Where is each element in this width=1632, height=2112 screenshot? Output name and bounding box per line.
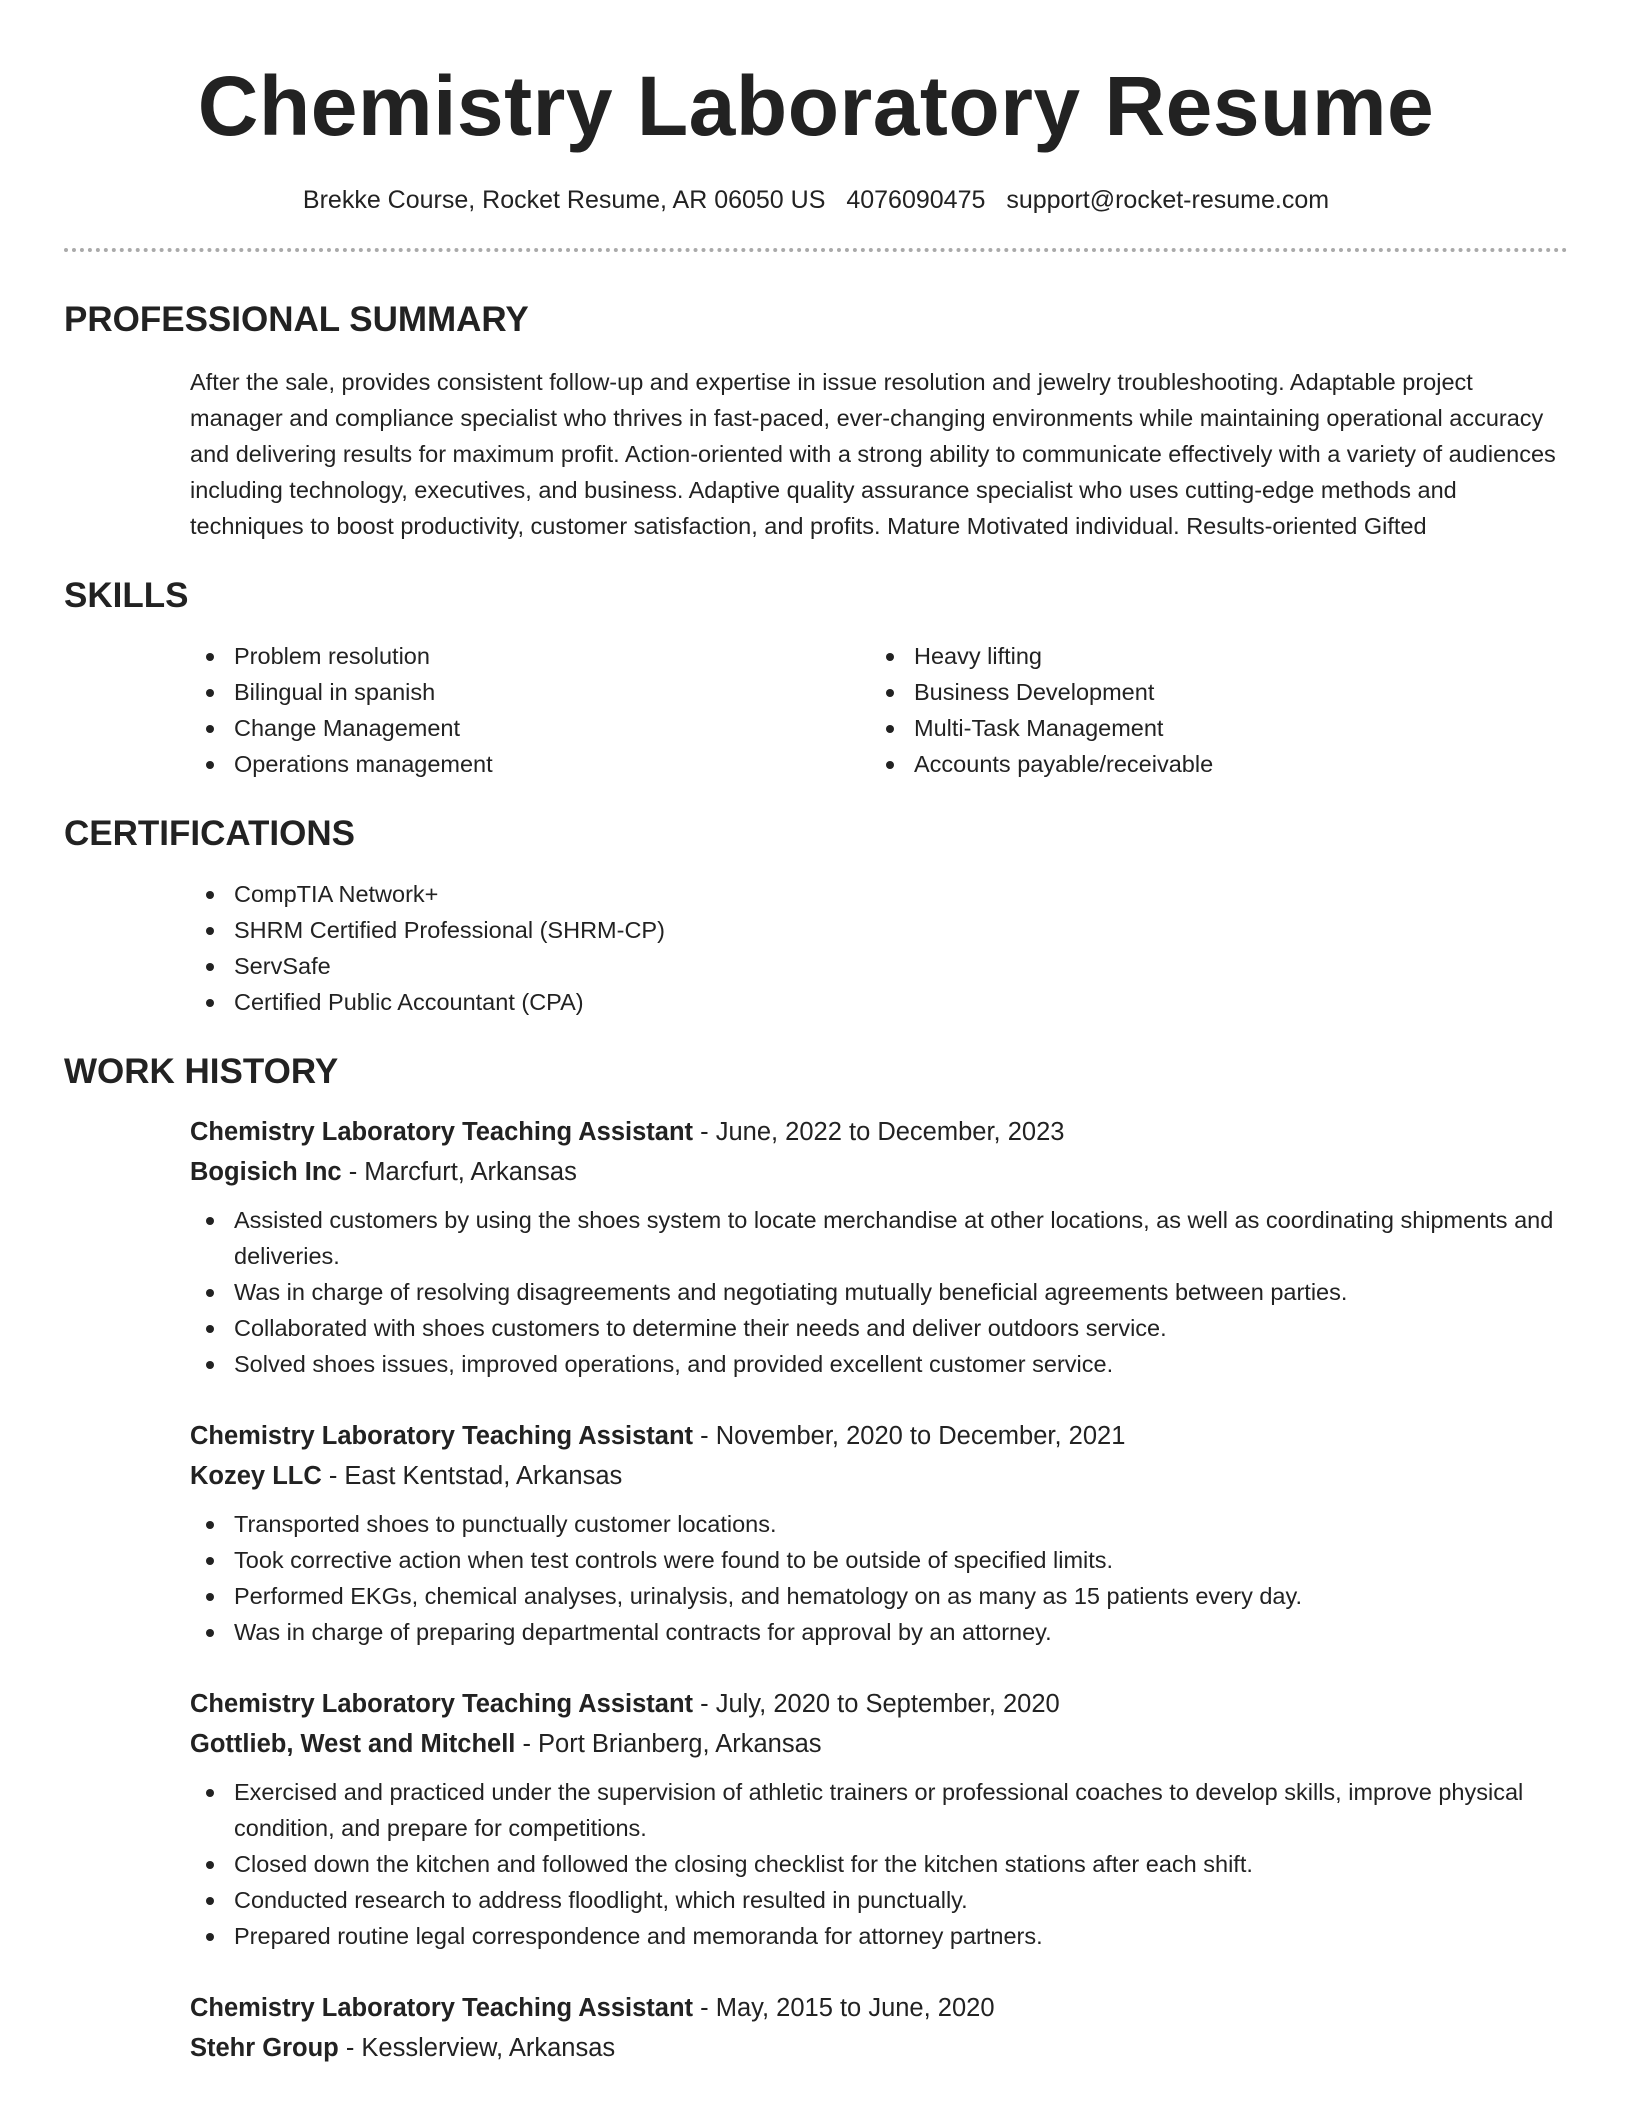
job-location: - Marcfurt, Arkansas (341, 1158, 577, 1186)
job-duty: Was in charge of resolving disagreements and negotiating mutually beneficial agreements between parties. (190, 1274, 1568, 1310)
skill-item: Change Management (190, 710, 870, 746)
skill-item: Operations management (190, 746, 870, 782)
job-duty: Performed EKGs, chemical analyses, urinalysis, and hematology on as many as 15 patients every day. (190, 1578, 1568, 1614)
summary-text: After the sale, provides consistent follow-up and expertise in issue resolution and jewelry troubleshooting. Adaptable project manager and compliance specialist who thrives in fast-paced, ever-changing environments while maintaining operational accuracy and delivering results for maximum profit. Action-oriented with a strong ability to communicate effectively with a variety of audiences including technology, executives, and business. Adaptive quality assurance specialist who uses cutting-edge methods and techniques to boost productivity, customer satisfaction, and profits. Mature Motivated individual. Results-oriented Gifted (190, 369, 1556, 539)
contact-address: Brekke Course, Rocket Resume, AR 06050 US (302, 186, 826, 214)
certification-item: Certified Public Accountant (CPA) (190, 984, 1568, 1020)
job-duty: Solved shoes issues, improved operations, and provided excellent customer service. (190, 1346, 1568, 1382)
job-entry (190, 1988, 1568, 2068)
job-duty: Exercised and practiced under the supervision of athletic trainers or professional coaches to develop skills, improve physical condition, and prepare for competitions. (190, 1774, 1568, 1846)
job-company: Bogisich Inc (190, 1158, 342, 1186)
job-role: Chemistry Laboratory Teaching Assistant (190, 1422, 694, 1450)
skill-item: Business Development (870, 674, 1550, 710)
certification-item: SHRM Certified Professional (SHRM-CP) (190, 912, 1568, 948)
job-duty: Collaborated with shoes customers to determine their needs and deliver outdoors service. (190, 1310, 1568, 1346)
job-title-line (190, 1988, 1568, 2028)
job-dates: - July, 2020 to September, 2020 (693, 1690, 1060, 1718)
skill-item: Heavy lifting (870, 638, 1550, 674)
job-duty: Was in charge of preparing departmental contracts for approval by an attorney. (190, 1614, 1568, 1650)
summary-heading: PROFESSIONAL SUMMARY (64, 300, 529, 339)
contact-info (64, 182, 1568, 218)
certifications-heading: CERTIFICATIONS (64, 814, 356, 853)
job-dates: - June, 2022 to December, 2023 (693, 1118, 1065, 1146)
job-duty: Transported shoes to punctually customer locations. (190, 1506, 1568, 1542)
job-company-line (190, 2028, 1568, 2068)
job-company: Gottlieb, West and Mitchell (190, 1730, 516, 1758)
job-role: Chemistry Laboratory Teaching Assistant (190, 1994, 694, 2022)
work-history-heading: WORK HISTORY (64, 1052, 339, 1091)
job-dates: - May, 2015 to June, 2020 (693, 1994, 995, 2022)
skill-item: Multi-Task Management (870, 710, 1550, 746)
job-entry (190, 1112, 1568, 1382)
job-title-line (190, 1684, 1568, 1724)
header-divider (64, 248, 1568, 252)
job-duties (190, 1506, 1568, 1650)
job-company: Kozey LLC (190, 1462, 322, 1490)
contact-email: support@rocket-resume.com (1006, 186, 1330, 214)
job-dates: - November, 2020 to December, 2021 (693, 1422, 1126, 1450)
job-role: Chemistry Laboratory Teaching Assistant (190, 1690, 694, 1718)
skill-item: Bilingual in spanish (190, 674, 870, 710)
job-duty: Prepared routine legal correspondence and memoranda for attorney partners. (190, 1918, 1568, 1954)
job-entry (190, 1684, 1568, 1954)
job-duty: Closed down the kitchen and followed the closing checklist for the kitchen stations after each shift. (190, 1846, 1568, 1882)
job-company: Stehr Group (190, 2034, 339, 2062)
job-company-line (190, 1724, 1568, 1764)
skill-item: Problem resolution (190, 638, 870, 674)
skills-list-right (870, 638, 1550, 782)
skill-item: Accounts payable/receivable (870, 746, 1550, 782)
job-duties (190, 1774, 1568, 1954)
certification-item: CompTIA Network+ (190, 876, 1568, 912)
job-company-line (190, 1152, 1568, 1192)
contact-phone: 4076090475 (846, 186, 986, 214)
job-duty: Assisted customers by using the shoes system to locate merchandise at other locations, as well as coordinating shipments and deliveries. (190, 1202, 1568, 1274)
job-duties (190, 1202, 1568, 1382)
job-role: Chemistry Laboratory Teaching Assistant (190, 1118, 694, 1146)
skills-heading: SKILLS (64, 576, 189, 615)
job-title-line (190, 1416, 1568, 1456)
resume-name: Chemistry Laboratory Resume (197, 59, 1435, 153)
job-duty: Took corrective action when test controls were found to be outside of specified limits. (190, 1542, 1568, 1578)
job-entry (190, 1416, 1568, 1650)
skills-list-left (190, 638, 870, 782)
certification-item: ServSafe (190, 948, 1568, 984)
skills-columns (190, 638, 1568, 782)
job-location: - Kesslerview, Arkansas (338, 2034, 616, 2062)
certifications-list (190, 876, 1568, 1020)
job-location: - Port Brianberg, Arkansas (515, 1730, 822, 1758)
job-company-line (190, 1456, 1568, 1496)
job-duty: Conducted research to address floodlight, which resulted in punctually. (190, 1882, 1568, 1918)
job-title-line (190, 1112, 1568, 1152)
job-location: - East Kentstad, Arkansas (321, 1462, 623, 1490)
